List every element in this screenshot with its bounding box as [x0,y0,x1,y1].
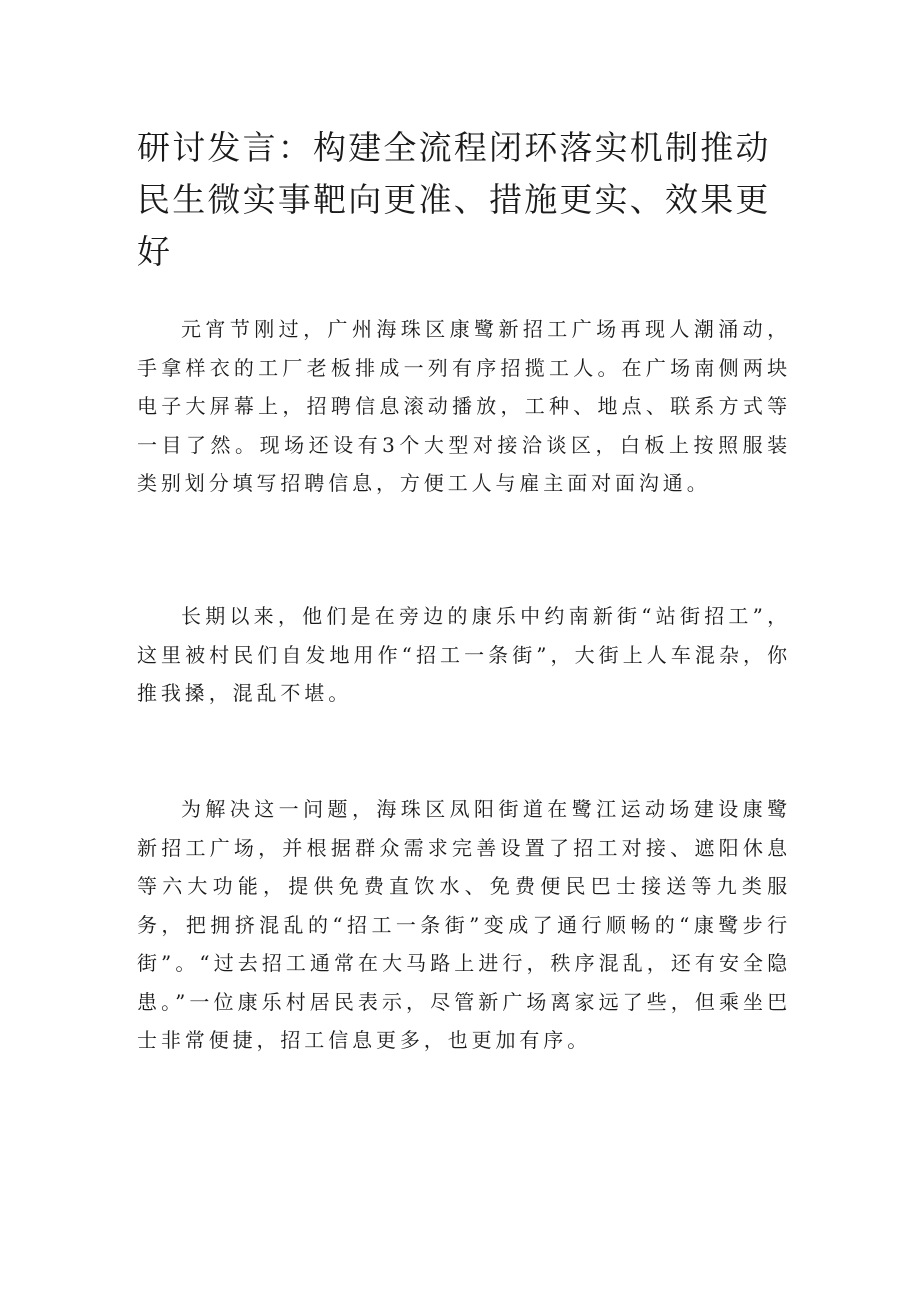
paragraph-2: 长期以来，他们是在旁边的康乐中约南新街“站街招工”，这里被村民们自发地用作“招工一条街”，大街上人车混杂，你推我搡，混乱不堪。 [137,604,791,705]
paragraph-1: 元宵节刚过，广州海珠区康鹭新招工广场再现人潮涌动，手拿样衣的工厂老板排成一列有序招揽工人。在广场南侧两块电子大屏幕上，招聘信息滚动播放，工种、地点、联系方式等一目了然。现场还设有3个大型对接洽谈区，白板上按照服装类别划分填写招聘信息，方便工人与雇主面对面沟通。 [137,317,791,495]
paragraph-3: 为解决这一问题，海珠区凤阳街道在鹭江运动场建设康鹭新招工广场，并根据群众需求完善设置了招工对接、遮阳休息等六大功能，提供免费直饮水、免费便民巴士接送等九类服务，把拥挤混乱的“招工一条街”变成了通行顺畅的“康鹭步行街”。“过去招工通常在大马路上进行，秩序混乱，还有安全隐患。”一位康乐村居民表示，尽管新广场离家远了些，但乘坐巴士非常便捷，招工信息更多，也更加有序。 [137,797,791,1052]
document-title: 研讨发言：构建全流程闭环落实机制推动民生微实事靶向更准、措施更实、效果更好 [137,128,771,271]
